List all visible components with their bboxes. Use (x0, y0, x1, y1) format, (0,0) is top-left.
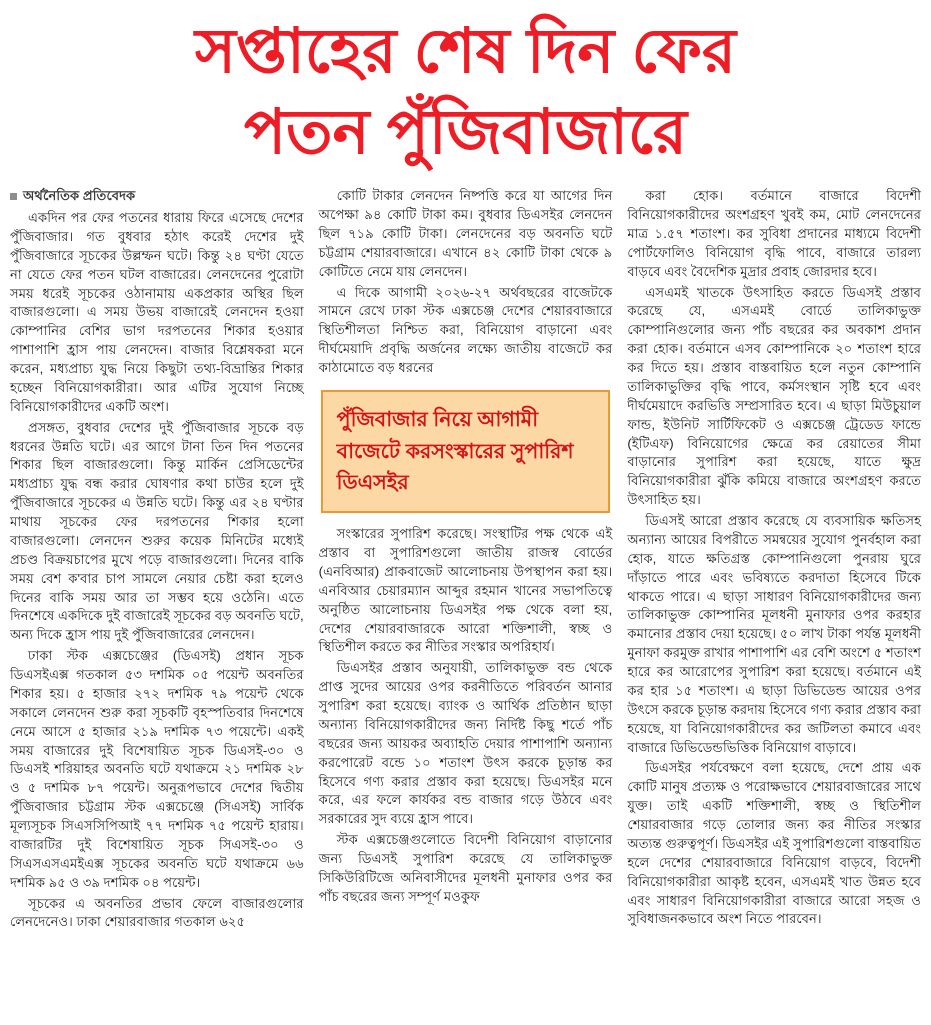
headline-line-2: পতন পুঁজিবাজারে (243, 97, 688, 167)
article-headline (10, 8, 921, 187)
article-paragraph: প্রসঙ্গত, বুধবার দেশের দুই পুঁজিবাজার সূচকে বড় ধরনের উন্নতি ঘটে। এর আগে টানা তিন দিন পতনের শিকার ছিল বাজারগুলো। কিন্তু মার্কিন প্রেসিডেন্টের মধ্যপ্রাচ্য যুদ্ধ বন্ধ করার ঘোষণার কথা চাউর হলে দুই পুঁজিবাজারে সূচকের এ উন্নতি ঘটে। কিন্তু এর ২৪ ঘণ্টার মাথায় সূচকের ফের দরপতনের শিকার হলো বাজারগুলো। লেনদেন শুরুর কয়েক মিনিটের মধ্যেই প্রচণ্ড বিক্রয়চাপের মুখে পড়ে বাজারগুলো। দিনের বাকি সময় বেশ ক'বার চাপ সামলে নেয়ার চেষ্টা করা হলেও দিনের বাকি সময় আর তা সম্ভব হয়ে ওঠেনি। এতে দিনশেষে একদিকে দুই বাজারেই সূচকের বড় অবনতি ঘটে, অন্য দিকে হ্রাস পায় দুই পুঁজিবাজারের লেনদেন। (10, 419, 304, 643)
article-paragraph: সূচকের এ অবনতির প্রভাব ফেলে বাজারগুলোর লেনদেনেও। ঢাকা শেয়ারবাজার গতকাল ৬২৫ (10, 895, 304, 930)
article-column-3 (627, 187, 921, 931)
headline-line-1: সপ্তাহের শেষ দিন ফের (194, 17, 737, 86)
byline (10, 187, 304, 206)
article-paragraph: কোটি টাকার লেনদেন নিষ্পত্তি করে যা আগের দিন অপেক্ষা ৯৪ কোটি টাকা কম। বুধবার ডিএসইর লেনদেন ছিল ৭১৯ কোটি টাকা। লেনদেনের বড় অবনতি ঘটে চট্টগ্রাম শেয়ারবাজারে। এখানে ৪২ কোটি টাকা থেকে ৯ কোটিতে নেমে যায় লেনদেন। (318, 188, 613, 279)
byline-label: অর্থনৈতিক প্রতিবেদক (23, 188, 136, 204)
article-paragraph: স্টক এক্সচেঞ্জগুলোতে বিদেশী বিনিয়োগ বাড়ানোর জন্য ডিএসই সুপারিশ করেছে যে তালিকাভুক্ত সিকিউরিটিজে অনিবাসীদের মূলধনী মুনাফার ওপর কর পাঁচ বছরের জন্য সম্পূর্ণ মওকুফ (318, 832, 613, 904)
article-paragraph: ডিএসইর প্রস্তাব অনুযায়ী, তালিকাভুক্ত বন্ড থেকে প্রাপ্ত সুদের আয়ের ওপর করনীতিতে পরিবর্তন আনার সুপারিশ করা হয়েছে। ব্যাংক ও আর্থিক প্রতিষ্ঠান ছাড়া অন্যান্য বিনিয়োগকারীদের জন্য নির্দিষ্ট কিছু শর্তে পাঁচ বছরের জন্য আয়কর অব্যাহতি দেয়ার পাশাপাশি অন্যান্য করপোরেট বন্ডে ১০ শতাংশ উৎস করকে চূড়ান্ত কর হিসেবে গণ্য করার প্রস্তাব করা হয়েছে। ডিএসইর মনে করে, এর ফলে কার্যকর বন্ড বাজার গড়ে উঠবে এবং সরকারের সুদ ব্যয়ে হ্রাস পাবে। (318, 660, 613, 827)
highlight-box: পুঁজিবাজার নিয়ে আগামী বাজেটে করসংস্কারের সুপারিশ ডিএসইর (321, 390, 611, 513)
article-column-1 (10, 187, 304, 934)
article-paragraph: করা হোক। বর্তমানে বাজারে বিদেশী বিনিয়োগকারীদের অংশগ্রহণ খুবই কম, মোট লেনদেনের মাত্র ১.৫৭ শতাংশ। কর সুবিধা প্রদানের মাধ্যমে বিদেশী পোর্টফোলিও বিনিয়োগ বৃদ্ধি পাবে, বাজারে তারল্য বাড়বে এবং বৈদেশিক মুদ্রার প্রবাহ জোরদার হবে। (627, 188, 922, 279)
article-column-2 (319, 187, 613, 909)
byline-bullet-icon (10, 193, 17, 200)
article-paragraph: সংস্কারের সুপারিশ করেছে। সংস্থাটির পক্ষ থেকে এই প্রস্তাব বা সুপারিশগুলো জাতীয় রাজস্ব বোর্ডের (এনবিআর) প্রাকবাজেট আলোচনায় উপস্থাপন করা হয়। এনবিআর চেয়ারম্যান আব্দুর রহমান খানের সভাপতিত্বে অনুষ্ঠিত আলোচনায় ডিএসইর পক্ষ থেকে বলা হয়, দেশের শেয়ারবাজারকে আরো শক্তিশালী, স্বচ্ছ ও স্থিতিশীল করতে কর নীতির সংস্কার অপরিহার্য। (318, 526, 613, 655)
article-paragraph: ঢাকা স্টক এক্সচেঞ্জের (ডিএসই) প্রধান সূচক ডিএসইএক্স গতকাল ৫৩ দশমিক ০৫ পয়েন্ট অবনতির শিকার হয়। ৫ হাজার ২৭২ দশমিক ৭৯ পয়েন্ট থেকে সকালে লেনদেন শুরু করা সূচকটি বৃহস্পতিবার দিনশেষে নেমে আসে ৫ হাজার ২১৯ দশমিক ৭৩ পয়েন্টে। একই সময় বাজারের দুই বিশেষায়িত সূচক ডিএসই-৩০ ও ডিএসই শরিয়াহর অবনতি ঘটে যথাক্রমে ২১ দশমিক ২৮ ও ৫ দশমিক ৮৭ পয়েন্ট। অনুরূপভাবে দেশের দ্বিতীয় পুঁজিবাজার চট্টগ্রাম স্টক এক্সচেঞ্জে (সিএসই) সার্বিক মূল্যসূচক সিএসসিপিআই ৭৭ দশমিক ৭৫ পয়েন্ট হারায়। বাজারটির দুই বিশেষায়িত সূচক সিএসই-৩০ ও সিএসএসএমইএক্স সূচকের অবনতি ঘটে যথাক্রমে ৬৬ দশমিক ৯৫ ও ৩৯ দশমিক ০৪ পয়েন্ট। (10, 648, 304, 890)
article-paragraph: এ দিকে আগামী ২০২৬-২৭ অর্থবছরের বাজেটকে সামনে রেখে ঢাকা স্টক এক্সচেঞ্জ দেশের শেয়ারবাজারে স্থিতিশীলতা নিশ্চিত করা, বিনিয়োগ বাড়ানো এবং দীর্ঘমেয়াদি প্রবৃদ্ধি অর্জনের লক্ষ্যে জাতীয় বাজেটে কর কাঠামোতে বড় ধরনের (318, 284, 613, 376)
article-paragraph: ডিএসই আরো প্রস্তাব করেছে যে ব্যবসায়িক ক্ষতিসহ অন্যান্য আয়ের বিপরীতে সমন্বয়ের সুযোগ পুনর্বহাল করা হোক, যাতে ক্ষতিগ্রস্ত কোম্পানিগুলো পুনরায় ঘুরে দাঁড়াতে পারে এবং ভবিষ্যতে করদাতা হিসেবে টিকে থাকতে পারে। এ ছাড়া সাধারণ বিনিয়োগকারীদের জন্য তালিকাভুক্ত কোম্পানির মূলধনী মুনাফার ওপর করহার কমানোর প্রস্তাব দেয়া হয়েছে। ৫০ লাখ টাকা পর্যন্ত মূলধনী মুনাফা করমুক্ত রাখার পাশাপাশি এর বেশি অংশে ৫ শতাংশ হারে কর আরোপের সুপারিশ করা হয়েছে। বর্তমানে এই কর হার ১৫ শতাংশ। এ ছাড়া ডিভিডেন্ড আয়ের ওপর উৎসে করকে চূড়ান্ত করদায় হিসেবে গণ্য করার প্রস্তাব করা হয়েছে, যা বিনিয়োগকারীদের কর জটিলতা কমাবে এবং বাজারে ডিভিডেন্ডভিত্তিক বিনিয়োগ বাড়াবে। (627, 513, 922, 755)
article-paragraph: ডিএসইর পর্যবেক্ষণে বলা হয়েছে, দেশে প্রায় এক কোটি মানুষ প্রত্যক্ষ ও পরোক্ষভাবে শেয়ারবাজারের সাথে যুক্ত। তাই একটি শক্তিশালী, স্বচ্ছ ও স্থিতিশীল শেয়ারবাজার গড়ে তোলার জন্য কর নীতির সংস্কার অত্যন্ত গুরুত্বপূর্ণ। ডিএসইর এই সুপারিশগুলো বাস্তবায়িত হলে দেশের শেয়ারবাজারে বিনিয়োগ বাড়বে, বিদেশী বিনিয়োগকারীরা আকৃষ্ট হবেন, এসএমই খাত উন্নত হবে এবং সাধারণ বিনিয়োগকারীরা বাজারে আরো সহজ ও সুবিধাজনকভাবে অংশ নিতে পারবেন। (627, 760, 922, 927)
article-paragraph: এসএমই খাতকে উৎসাহিত করতে ডিএসই প্রস্তাব করেছে যে, এসএমই বোর্ডে তালিকাভুক্ত কোম্পানিগুলোর জন্য পাঁচ বছরের কর অবকাশ প্রদান করা হোক। বর্তমানে এসব কোম্পানিকে ২০ শতাংশ হারে কর দিতে হয়। প্রস্তাব বাস্তবায়িত হলে নতুন কোম্পানি তালিকাভুক্তির বৃদ্ধি পাবে, কর্মসংস্থান সৃষ্টি হবে এবং দীর্ঘমেয়াদে করভিত্তি সম্প্রসারিত হবে। এ ছাড়া মিউচুয়াল ফান্ড, ইউনিট সার্টিফিকেট ও এক্সচেঞ্জ ট্রেডেড ফান্ডে (ইটিএফ) বিনিয়োগের ক্ষেত্রে কর রেয়াতের সীমা বাড়ানোর সুপারিশ করা হয়েছে, যাতে ক্ষুদ্র বিনিয়োগকারীরা ঝুঁকি কমিয়ে বাজারে অংশগ্রহণ করতে উৎসাহিত হয়। (627, 284, 922, 508)
article-body (10, 187, 921, 934)
article-paragraph: একদিন পর ফের পতনের ধারায় ফিরে এসেছে দেশের পুঁজিবাজার। গত বুধবার হঠাৎ করেই দেশের দুই পুঁজিবাজারে সূচকের উল্লম্ফন ঘটে। কিন্তু ২৪ ঘণ্টা যেতে না যেতে ফের পতন ঘটল বাজারের। লেনদেনের পুরোটা সময় ধরেই সূচকের ওঠানামায় একপ্রকার অস্থির ছিল বাজারগুলো। এ সময় উভয় বাজারেই লেনদেন হওয়া কোম্পানির বেশির ভাগ দরপতনের শিকার হওয়ার পাশাপাশি হ্রাস পায় লেনদেন। বাজার বিশ্লেষকরা মনে করেন, মধ্যপ্রাচ্য যুদ্ধ নিয়ে কিছুটা তথ্য-বিভ্রান্তির শিকার হচ্ছেন বিনিয়োগকারীরা। আর এটির সুযোগ নিচ্ছে বিনিয়োগকারীদের একটি অংশ। (10, 210, 304, 414)
